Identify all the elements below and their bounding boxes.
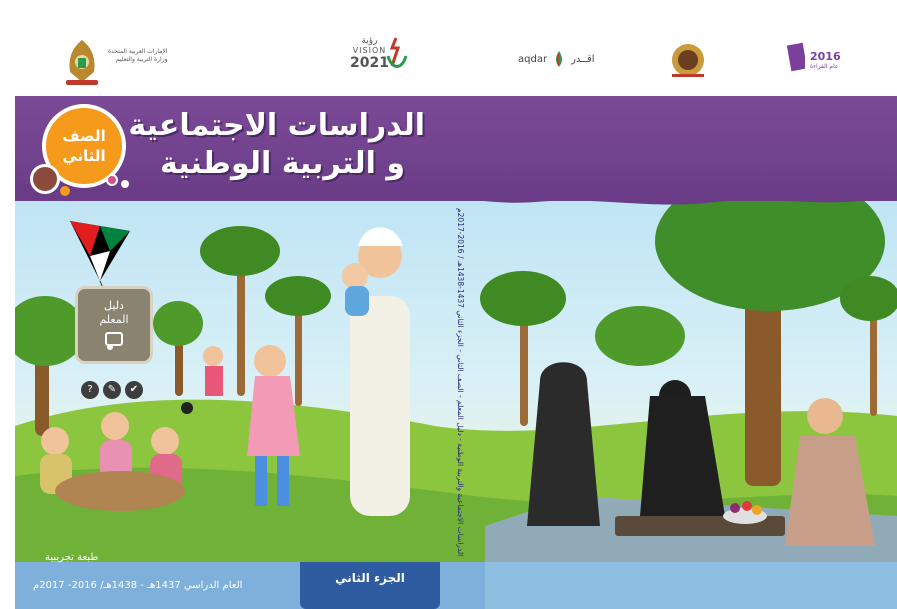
ministry-line1: الإمارات العربية المتحدة — [108, 48, 168, 55]
ministry-logo-text — [108, 48, 168, 64]
national-identity-logo — [668, 40, 708, 80]
teacher-guide-label-2: المعلم — [99, 313, 129, 326]
badge-dot-small — [121, 180, 129, 188]
vision-latin-label: VISION — [352, 46, 387, 55]
badge-dot-large — [30, 164, 60, 194]
question-icon: ? — [81, 381, 99, 399]
edition-label: طبعة تجريبية — [45, 552, 99, 563]
falcon-emblem-icon — [64, 38, 100, 86]
cover-title-line2: و التربية الوطنية — [160, 146, 405, 181]
grade-label: الصف — [62, 127, 106, 145]
spine-text: الدراسات الاجتماعية والتربية الوطنية - دليل المعلم - الصف الثاني - الجزء الثاني 1437-1438هـ / 2016-2017م — [456, 207, 465, 556]
teacher-guide-icon — [102, 331, 126, 351]
reading-year-text-block — [810, 50, 841, 70]
aqdar-arabic-label: اقــدر — [571, 53, 595, 65]
grade-value: الثاني — [62, 147, 106, 165]
cover-title-line1: الدراسات الاجتماعية — [128, 108, 425, 143]
vision-arabic-label: رؤية — [361, 36, 378, 46]
aqdar-logo — [518, 50, 595, 68]
pencil-icon: ✎ — [103, 381, 121, 399]
emblem-icon — [668, 40, 708, 80]
father-figure — [350, 296, 410, 516]
aqdar-latin-label: aqdar — [518, 53, 548, 65]
badge-dot-orange — [60, 186, 70, 196]
reading-year-label: عام القراءة — [810, 63, 839, 70]
reading-year-number: 2016 — [810, 50, 841, 63]
academic-year-label: العام الدراسي 1437هـ - 1438هـ/ 2016- 2017م — [33, 580, 243, 591]
vision-calligraphy-icon — [382, 36, 410, 76]
aqdar-flame-icon — [553, 50, 565, 68]
logo-strip — [0, 0, 897, 96]
reading-year-logo — [785, 42, 805, 72]
teacher-guide-label-1: دليل — [104, 299, 124, 312]
reading-year-icon — [785, 42, 805, 72]
ministry-line2: وزارة التربية والتعليم — [115, 56, 168, 63]
badge-dot-pink — [106, 174, 118, 186]
teacher-guide-box — [75, 286, 153, 364]
book-cover — [15, 96, 897, 609]
check-icon: ✔ — [125, 381, 143, 399]
part-label: الجزء الثاني — [300, 562, 440, 609]
vision-year-label: 2021 — [350, 55, 389, 71]
